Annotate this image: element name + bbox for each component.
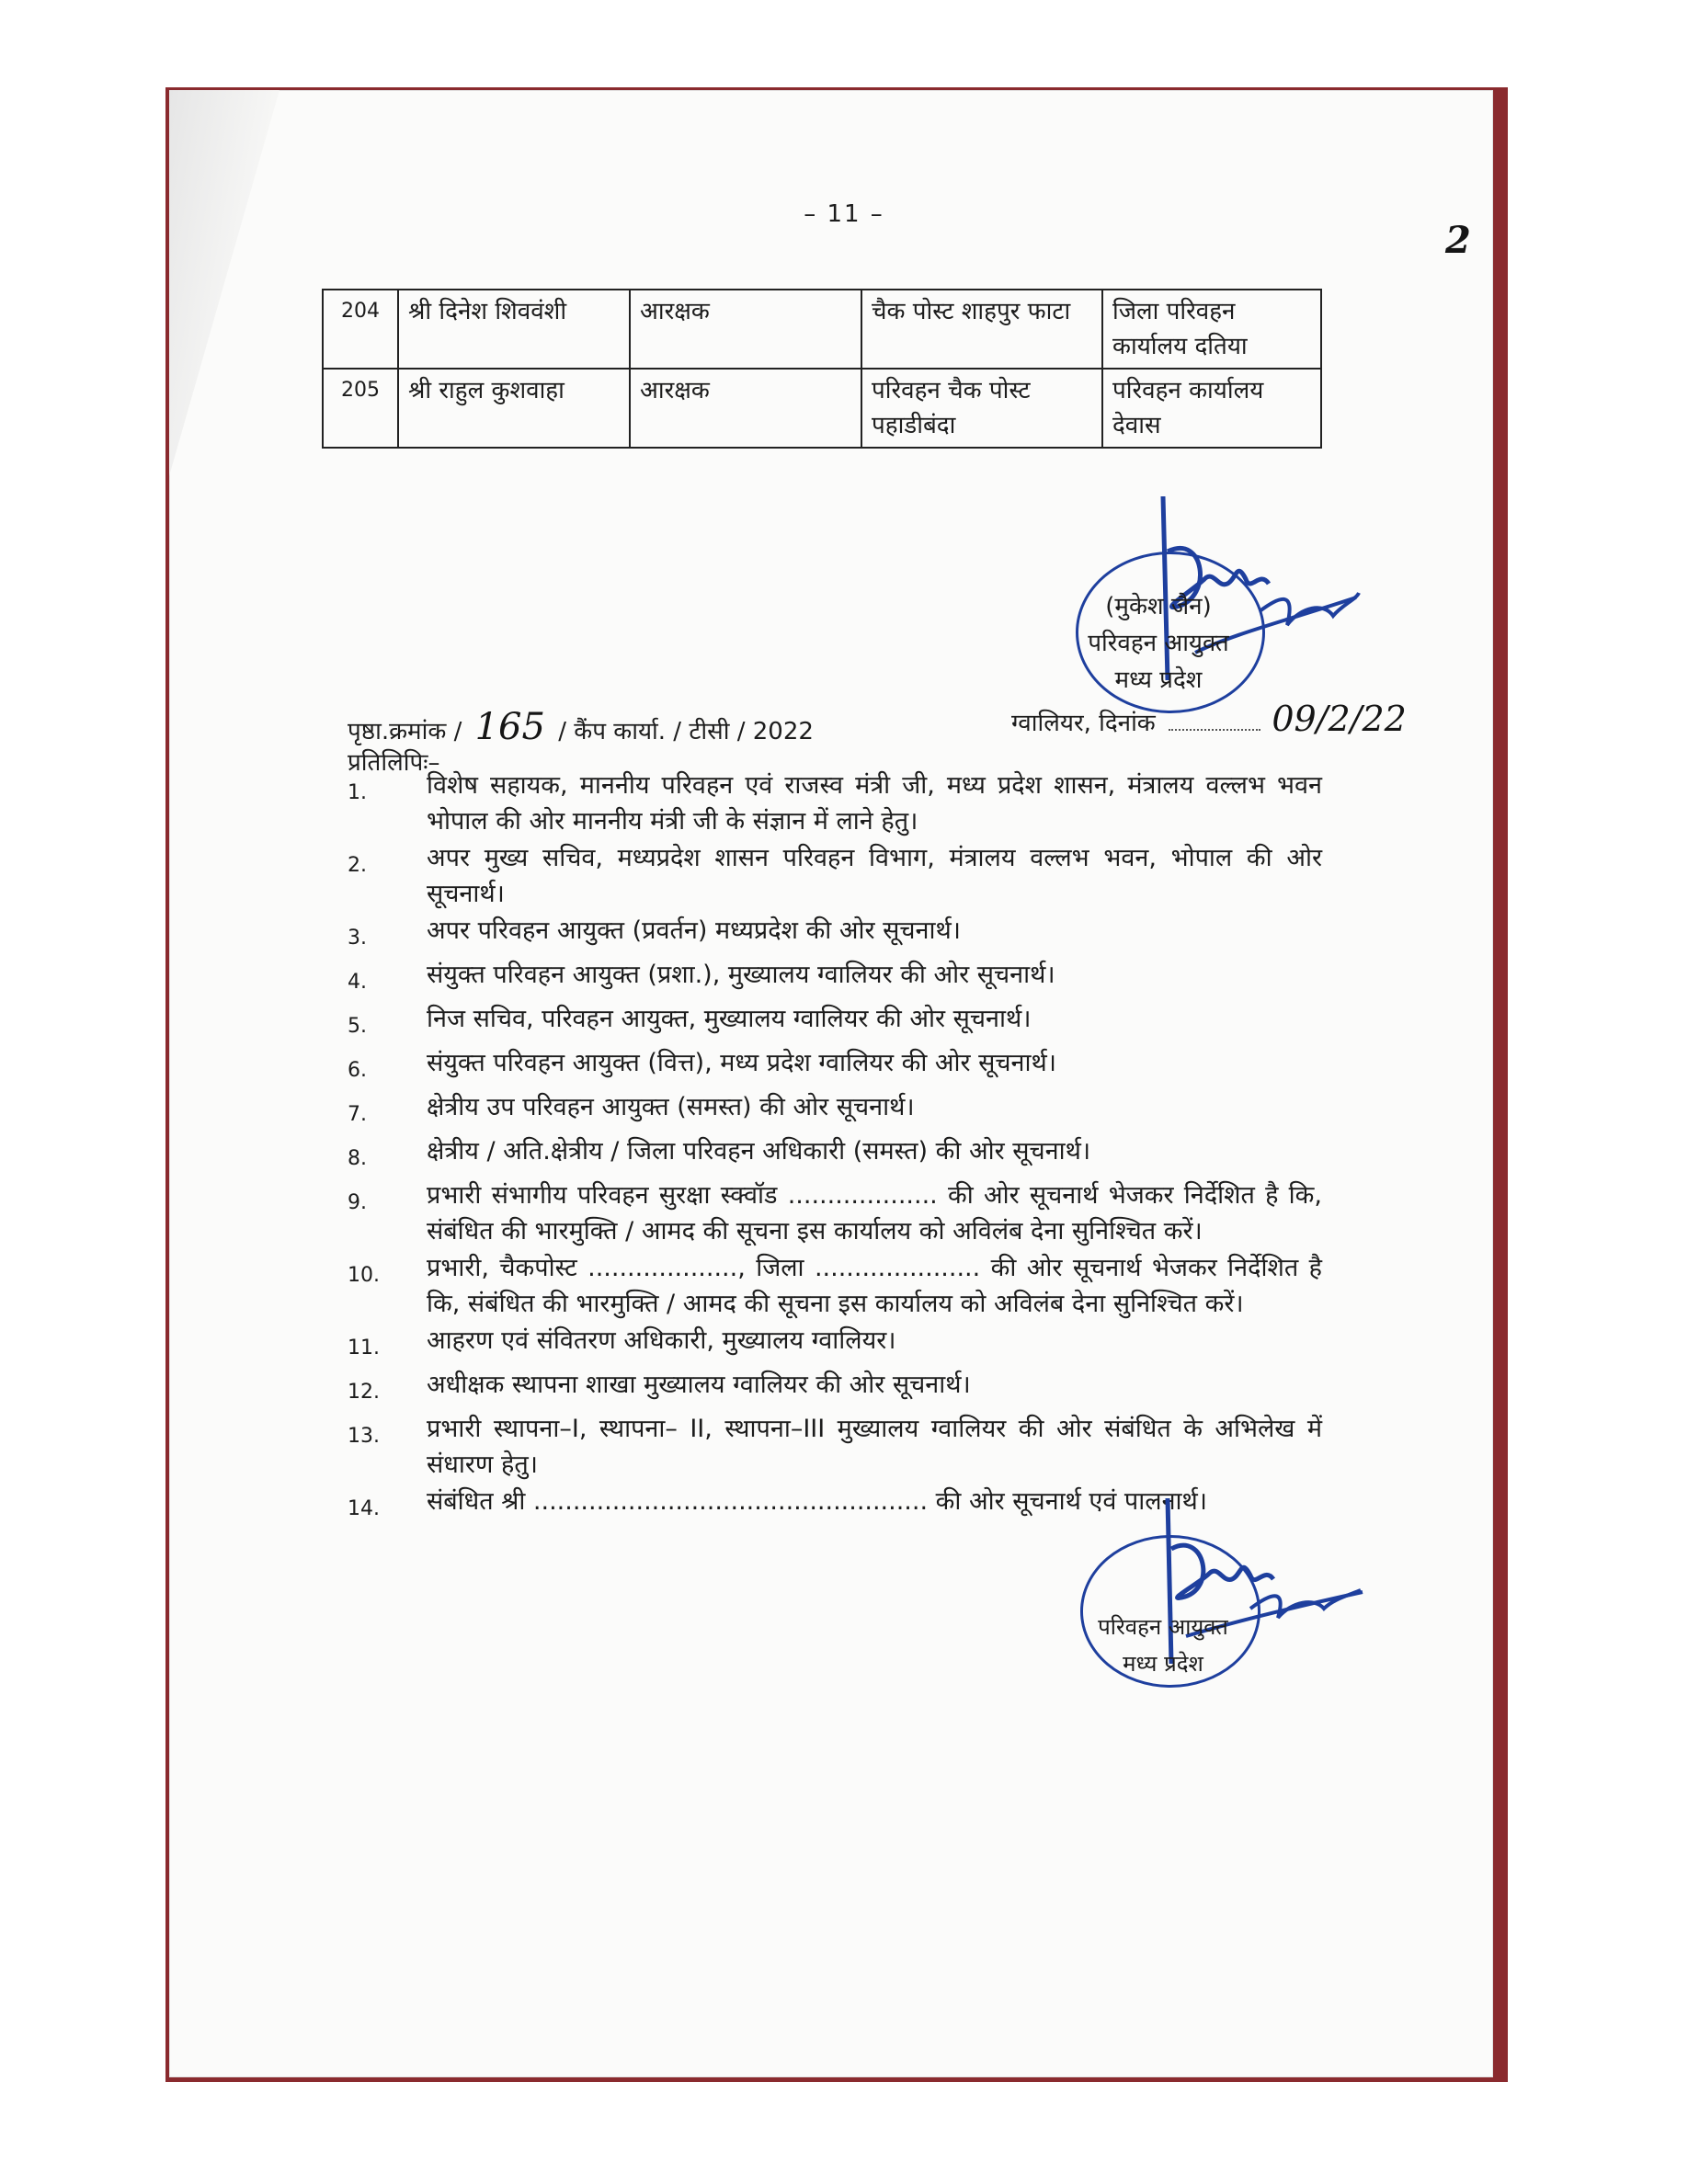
list-item: 7. क्षेत्रीय उप परिवहन आयुक्त (समस्त) की ओर सूचनार्थ। — [348, 1093, 915, 1126]
list-item: 11. आहरण एवं संवितरण अधिकारी, मुख्यालय ग्वालियर। — [348, 1326, 896, 1359]
list-item: 5. निज सचिव, परिवहन आयुक्त, मुख्यालय ग्वालियर की ओर सूचनार्थ। — [348, 1005, 1032, 1038]
list-item: 13. प्रभारी स्थापना–I, स्थापना– II, स्थापना–III मुख्यालय ग्वालियर की ओर संबंधित के अभिलेख में संधारण हेतु। — [348, 1415, 1322, 1479]
signatory-name: (मुकेश जैन) — [1105, 593, 1212, 620]
name-cell: श्री दिनेश शिववंशी — [398, 290, 630, 369]
margin-mark: 2 — [1445, 219, 1471, 262]
signatory-state: मध्य प्रदेश — [1114, 666, 1203, 694]
signature-block-2 — [1076, 1609, 1250, 1682]
place-date — [1011, 699, 1407, 739]
page-number: – 11 – — [804, 200, 884, 228]
list-item: 4. संयुक्त परिवहन आयुक्त (प्रशा.), मुख्यालय ग्वालियर की ओर सूचनार्थ। — [348, 961, 1055, 994]
transfer-table — [322, 289, 1322, 449]
reference-number — [348, 706, 814, 748]
reference-handwritten-number: 165 — [474, 706, 545, 748]
posted-from-cell: चैक पोस्ट शाहपुर फाटा — [861, 290, 1102, 369]
copy-distribution-list — [348, 768, 1322, 1528]
list-item: 14. संबंधित श्री .................................................. की ओर सूचनार्थ एवं पालनार्थ। — [348, 1487, 1208, 1520]
handwritten-date: 09/2/22 — [1272, 699, 1407, 739]
designation-cell: आरक्षक — [630, 290, 861, 369]
reference-prefix: पृष्ठा.क्रमांक / — [348, 718, 462, 745]
signatory-state: मध्य प्रदेश — [1123, 1651, 1203, 1677]
list-item: 6. संयुक्त परिवहन आयुक्त (वित्त), मध्य प्रदेश ग्वालियर की ओर सूचनार्थ। — [348, 1049, 1057, 1082]
name-cell: श्री राहुल कुशवाहा — [398, 369, 630, 448]
table-row — [323, 369, 1321, 448]
copy-to-label: प्रतिलिपिः– — [348, 749, 440, 777]
date-dotted-line — [1169, 729, 1260, 731]
reference-suffix: / कैंप कार्या. / टीसी / 2022 — [558, 718, 814, 745]
posted-to-cell: जिला परिवहन कार्यालय दतिया — [1102, 290, 1321, 369]
list-item: 8. क्षेत्रीय / अति.क्षेत्रीय / जिला परिवहन अधिकारी (समस्त) की ओर सूचनार्थ। — [348, 1137, 1091, 1170]
posted-from-cell: परिवहन चैक पोस्ट पहाडीबंदा — [861, 369, 1102, 448]
serial-number-cell: 205 — [323, 369, 398, 448]
list-item: 9. प्रभारी संभागीय परिवहन सुरक्षा स्क्वॉड ................... की ओर सूचनार्थ भेजकर निर्देशित है कि, संबंधित की भारमुक्ति / आमद की सूचना इस कार्यालय को अविलंब देना सुनिश्चित करें। — [348, 1181, 1322, 1246]
signatory-designation: परिवहन आयुक्त — [1088, 630, 1229, 657]
signatory-designation: परिवहन आयुक्त — [1098, 1614, 1228, 1640]
list-item: 1. विशेष सहायक, माननीय परिवहन एवं राजस्व मंत्री जी, मध्य प्रदेश शासन, मंत्रालय वल्लभ भवन भोपाल की ओर माननीय मंत्री जी के संज्ञान में लाने हेतु। — [348, 771, 1322, 836]
serial-number-cell: 204 — [323, 290, 398, 369]
table-row — [323, 290, 1321, 369]
designation-cell: आरक्षक — [630, 369, 861, 448]
signature-block-1 — [1066, 588, 1250, 699]
list-item: 3. अपर परिवहन आयुक्त (प्रवर्तन) मध्यप्रदेश की ओर सूचनार्थ। — [348, 916, 961, 950]
list-item: 2. अपर मुख्य सचिव, मध्यप्रदेश शासन परिवहन विभाग, मंत्रालय वल्लभ भवन, भोपाल की ओर सूचनार्थ। — [348, 844, 1322, 908]
list-item: 12. अधीक्षक स्थापना शाखा मुख्यालय ग्वालियर की ओर सूचनार्थ। — [348, 1371, 971, 1404]
place-date-label: ग्वालियर, दिनांक — [1011, 710, 1156, 737]
posted-to-cell: परिवहन कार्यालय देवास — [1102, 369, 1321, 448]
list-item: 10. प्रभारी, चैकपोस्ट ..................., जिला ..................... की ओर सूचनार्थ भेजकर निर्देशित है कि, संबंधित की भारमुक्ति / आमद की सूचना इस कार्यालय को अविलंब देना सुनिश्चित करें। — [348, 1254, 1322, 1318]
